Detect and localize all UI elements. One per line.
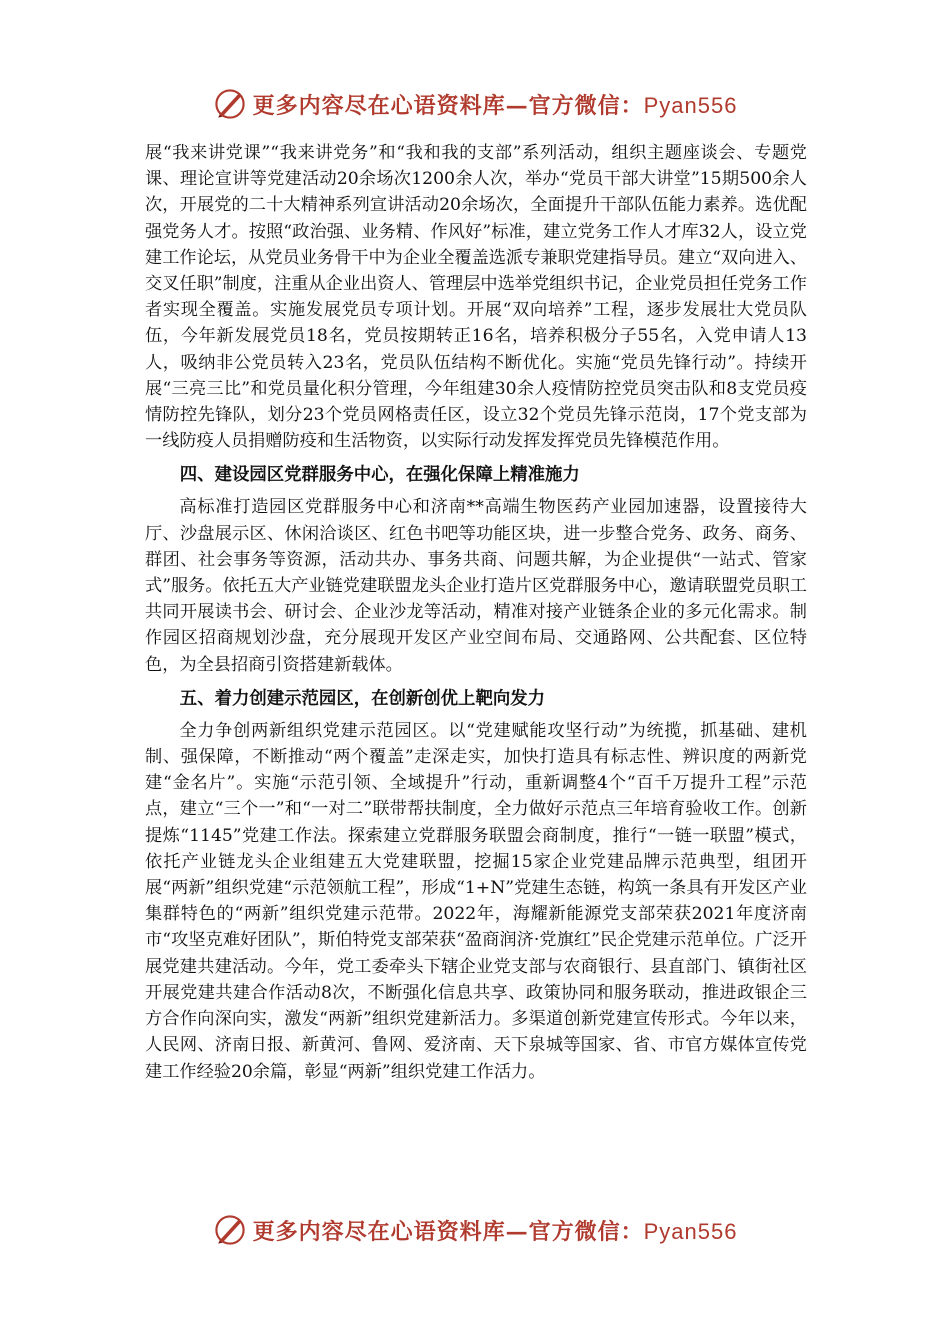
paragraph: 展“我来讲党课”“我来讲党务”和“我和我的支部”系列活动，组织主题座谈会、专题党课、理论宣讲等党建活动20余场次1200余人次，举办“党员干部大讲堂”15期500余人次，开展党的二十大精神系列宣讲活动20余场次，全面提升干部队伍能力素养。选优配强党务人才。按照“政治强、业务精、作风好”标准，建立党务工作人才库32人，设立党建工作论坛，从党员业务骨干中为企业全覆盖选派专兼职党建指导员。建立“双向进入、交叉任职”制度，注重从企业出资人、管理层中选举党组织书记，企业党员担任党务工作者实现全覆盖。实施发展党员专项计划。开展“双向培养”工程，逐步发展壮大党员队伍，今年新发展党员18名，党员按期转正16名，培养积极分子55名，入党申请人13人，吸纳非公党员转入23名，党员队伍结构不断优化。实施“党员先锋行动”。持续开展“三亮三比”和党员量化积分管理，今年组建30余人疫情防控党员突击队和8支党员疫情防控先锋队，划分23个党员网格责任区，设立32个党员先锋示范岗，17个党支部为一线防疫人员捐赠防疫和生活物资，以实际行动发挥发挥党员先锋模范作用。 xyxy=(145,143,807,452)
paragraph: 高标准打造园区党群服务中心和济南**高端生物医药产业园加速器，设置接待大厅、沙盘展示区、休闲洽谈区、红色书吧等功能区块，进一步整合党务、政务、商务、群团、社会事务等资源，活动共办、事务共商、问题共解，为企业提供“一站式、管家式”服务。依托五大产业链党建联盟龙头企业打造片区党群服务中心，邀请联盟党员职工共同开展读书会、研讨会、企业沙龙等活动，精准对接产业链条企业的多元化需求。制作园区招商规划沙盘，充分展现开发区产业空间布局、交通路网、公共配套、区位特色，为全县招商引资搭建新载体。 xyxy=(145,497,807,675)
section-heading-5: 五、着力创建示范园区，在创新创优上靶向发力 xyxy=(179,688,546,709)
footer-watermark xyxy=(0,1212,950,1248)
watermark-text: 更多内容尽在心语资料库—官方微信：Pyan556 xyxy=(252,92,738,119)
watermark-text: 更多内容尽在心语资料库—官方微信：Pyan556 xyxy=(252,1218,738,1245)
pen-logo-icon xyxy=(213,1213,247,1247)
header-watermark xyxy=(0,86,950,122)
pen-logo-icon xyxy=(213,87,247,121)
paragraph: 全力争创两新组织党建示范园区。以“党建赋能攻坚行动”为统揽，抓基础、建机制、强保障，不断推动“两个覆盖”走深走实，加快打造具有标志性、辨识度的两新党建“金名片”。实施“示范引领、全域提升”行动，重新调整4个“百千万提升工程”示范点，建立“三个一”和“一对二”联带帮扶制度，全力做好示范点三年培育验收工作。创新提炼“1145”党建工作法。探索建立党群服务联盟会商制度，推行“一链一联盟”模式，依托产业链龙头企业组建五大党建联盟，挖掘15家企业党建品牌示范典型，组团开展“两新”组织党建“示范领航工程”，形成“1+N”党建生态链，构筑一条具有开发区产业集群特色的“两新”组织党建示范带。2022年，海耀新能源党支部荣获2021年度济南市“攻坚克难好团队”，斯伯特党支部荣获“盈商润济·党旗红”民企党建示范单位。广泛开展党建共建活动。今年，党工委牵头下辖企业党支部与农商银行、县直部门、镇街社区开展党建共建合作活动8次，不断强化信息共享、政策协同和服务联动，推进政银企三方合作向深向实，激发“两新”组织党建新活力。多渠道创新党建宣传形式。今年以来，人民网、济南日报、新黄河、鲁网、爱济南、天下泉城等国家、省、市官方媒体宣传党建工作经验20余篇，彰显“两新”组织党建工作活力。 xyxy=(145,720,807,1082)
section-heading-4: 四、建设园区党群服务中心，在强化保障上精准施力 xyxy=(179,465,580,486)
document-body xyxy=(145,140,807,1085)
